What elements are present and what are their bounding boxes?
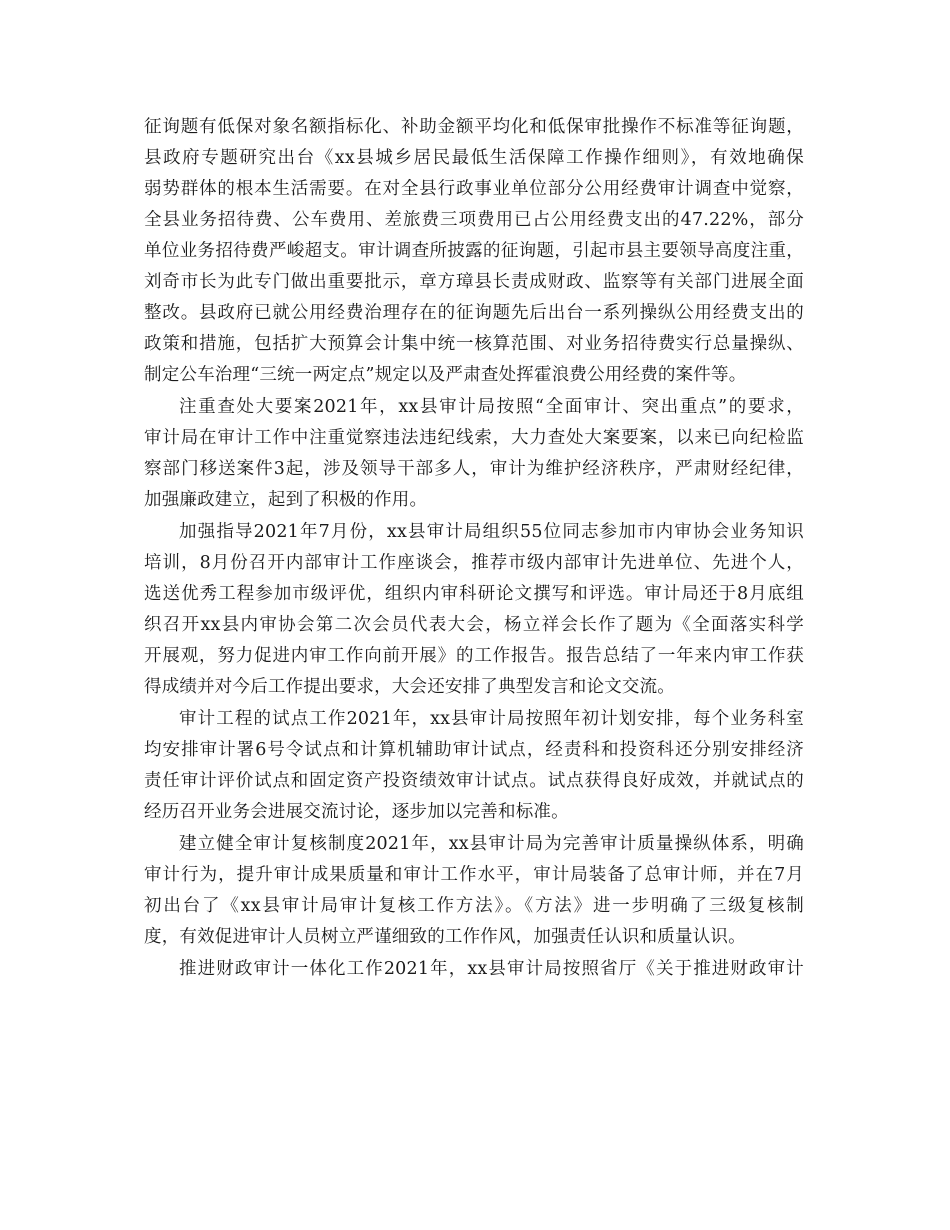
text-line: 审计工程的试点工作2021年，xx县审计局按照年初计划安排，每个业务科室 [179,709,804,729]
document-page [144,112,804,986]
text-line: 得成绩并对今后工作提出要求，大会还安排了典型发言和论文交流。 [144,677,675,697]
paragraph-2 [144,392,804,516]
text-line: 县政府专题研究出台《xx县城乡居民最低生活保障工作操作细则》，有效地确保 [144,148,804,168]
paragraph-3 [144,517,804,703]
text-line: 选送优秀工程参加市级评优，组织内审科研论文撰写和评选。审计局还于8月底组 [144,584,804,604]
text-line: 均安排审计署6号令试点和计算机辅助审计试点，经责科和投资科还分别安排经济 [144,740,804,760]
text-line: 刘奇市长为此专门做出重要批示，章方璋县长责成财政、监察等有关部门进展全面 [144,272,804,292]
text-line: 弱势群体的根本生活需要。在对全县行政事业单位部分公用经费审计调查中觉察， [144,179,804,199]
text-line: 政策和措施，包括扩大预算会计集中统一核算范围、对业务招待费实行总量操纵、 [144,334,804,354]
text-line: 度，有效促进审计人员树立严谨细致的工作作风，加强责任认识和质量认识。 [144,927,746,947]
text-line: 全县业务招待费、公车费用、差旅费三项费用已占公用经费支出的47.22%，部分 [144,210,804,230]
paragraph-4 [144,704,804,828]
text-line: 建立健全审计复核制度2021年，xx县审计局为完善审计质量操纵体系，明确 [179,834,804,854]
paragraph-6 [144,954,804,985]
text-line: 加强廉政建立，起到了积极的作用。 [144,490,428,510]
text-line: 织召开xx县内审协会第二次会员代表大会，杨立祥会长作了题为《全面落实科学 [144,615,804,635]
text-line: 单位业务招待费严峻超支。审计调查所披露的征询题，引起市县主要领导高度注重， [144,241,804,261]
text-line: 责任审计评价试点和固定资产投资绩效审计试点。试点获得良好成效，并就试点的 [144,771,804,791]
text-line: 审计行为，提升审计成果质量和审计工作水平，审计局装备了总审计师，并在7月 [144,865,804,885]
text-line: 推进财政审计一体化工作2021年，xx县审计局按照省厅《关于推进财政审计 [179,959,804,979]
text-line: 制定公车治理“三统一两定点”规定以及严肃查处挥霍浪费公用经费的案件等。 [144,365,747,385]
text-line: 开展观，努力促进内审工作向前开展》的工作报告。报告总结了一年来内审工作获 [144,646,804,666]
text-line: 初出台了《xx县审计局审计复核工作方法》。《方法》进一步明确了三级复核制 [144,896,804,916]
text-line: 整改。县政府已就公用经费治理存在的征询题先后出台一系列操纵公用经费支出的 [144,303,804,323]
paragraph-1 [144,112,804,391]
text-line: 注重查处大要案2021年，xx县审计局按照“全面审计、突出重点”的要求， [179,397,804,417]
text-line: 经历召开业务会进展交流讨论，逐步加以完善和标准。 [144,802,569,822]
text-line: 征询题有低保对象名额指标化、补助金额平均化和低保审批操作不标准等征询题， [144,117,804,137]
text-line: 察部门移送案件3起，涉及领导干部多人，审计为维护经济秩序，严肃财经纪律， [144,459,804,479]
paragraph-5 [144,829,804,953]
text-line: 加强指导2021年7月份，xx县审计局组织55位同志参加市内审协会业务知识 [179,522,804,542]
text-line: 审计局在审计工作中注重觉察违法违纪线索，大力查处大案要案，以来已向纪检监 [144,428,804,448]
text-line: 培训，8月份召开内部审计工作座谈会，推荐市级内部审计先进单位、先进个人， [144,553,804,573]
